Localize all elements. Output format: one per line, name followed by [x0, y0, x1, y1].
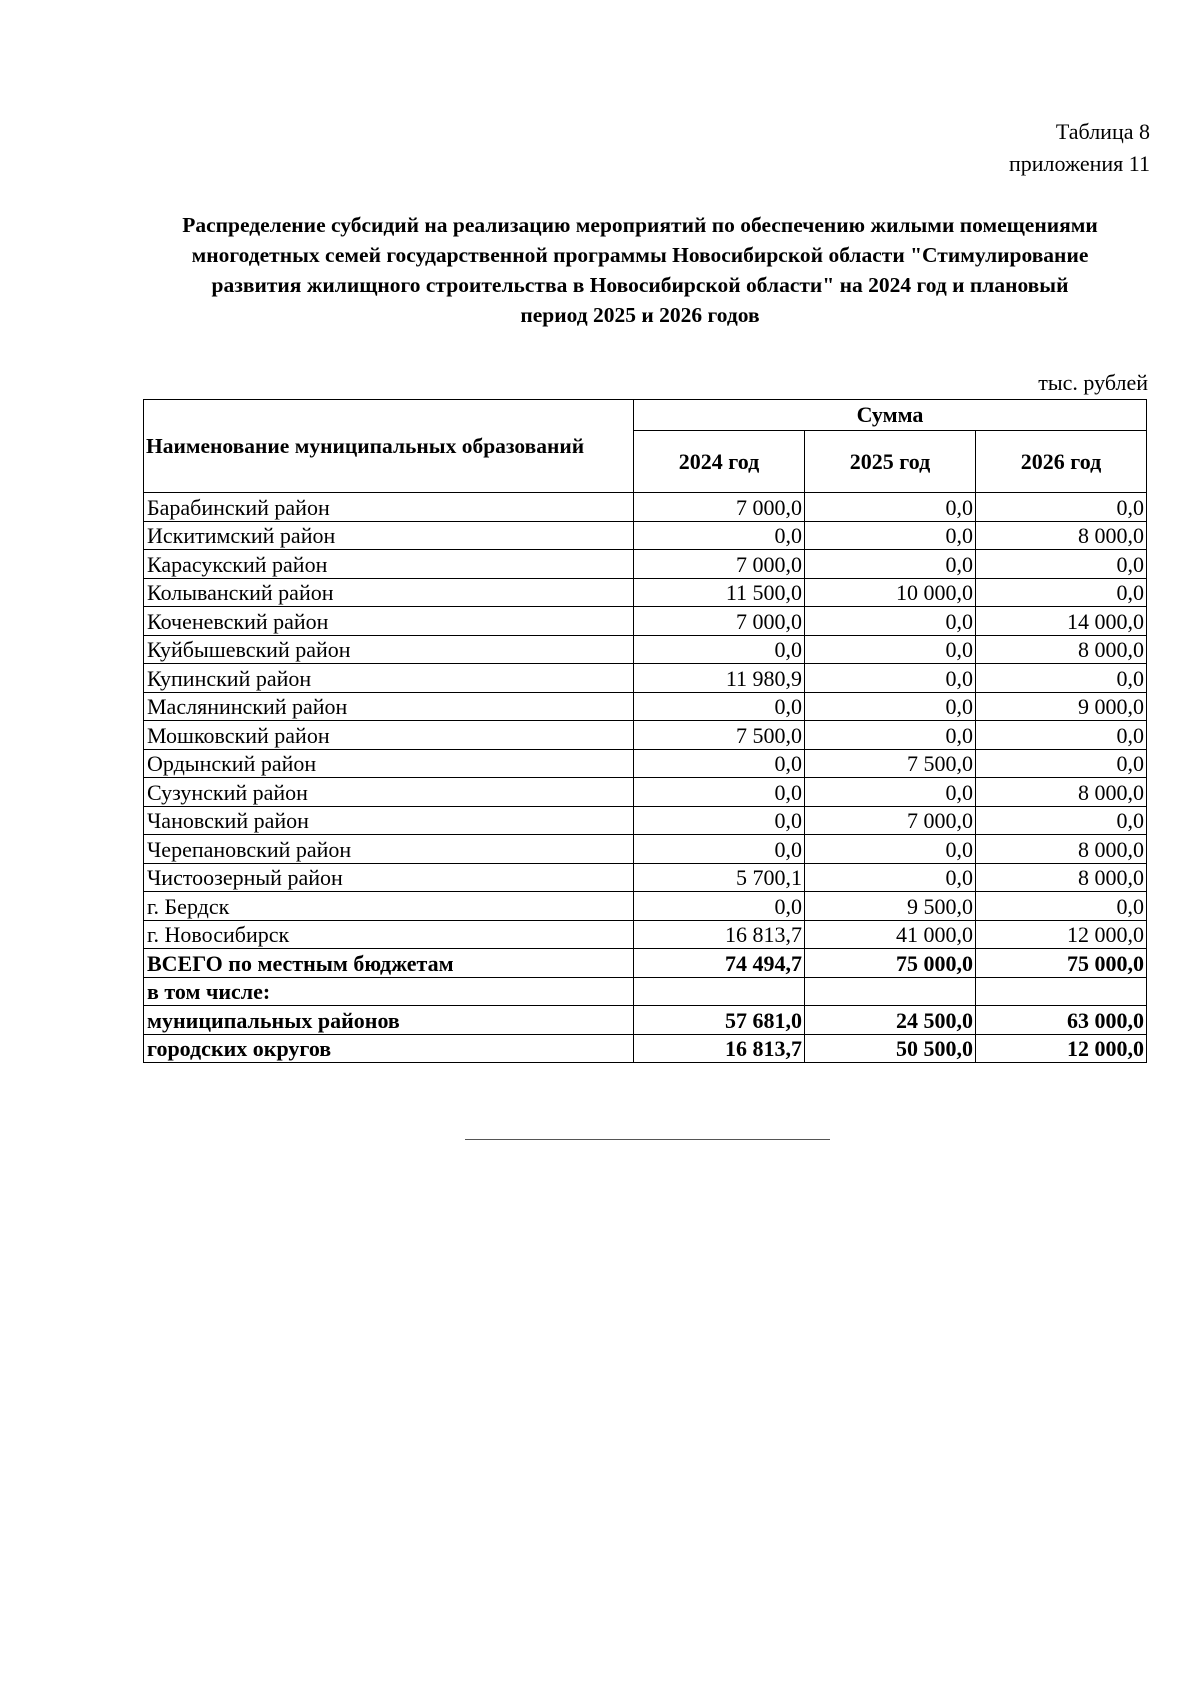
- title-line: Распределение субсидий на реализацию мероприятий по обеспечению жилыми помещениями: [182, 213, 1098, 237]
- row-name-cell: в том числе:: [144, 977, 634, 1006]
- value-cell-2026: 0,0: [976, 664, 1147, 693]
- value-cell-2026: 0,0: [976, 493, 1147, 522]
- value-cell-2026: 0,0: [976, 721, 1147, 750]
- title-line: развития жилищного строительства в Новосибирской области" на 2024 год и плановый: [211, 273, 1069, 297]
- row-name-cell: муниципальных районов: [144, 1006, 634, 1035]
- table-row: [144, 664, 1147, 693]
- table-row: [144, 493, 1147, 522]
- title-line: многодетных семей государственной программы Новосибирской области "Стимулирование: [191, 243, 1089, 267]
- table-row: [144, 521, 1147, 550]
- row-name-cell: ВСЕГО по местным бюджетам: [144, 949, 634, 978]
- table-row: [144, 863, 1147, 892]
- table-body: [144, 493, 1147, 1063]
- value-cell-2025: 0,0: [805, 493, 976, 522]
- value-cell-2024: 0,0: [634, 635, 805, 664]
- row-name-cell: Маслянинский район: [144, 692, 634, 721]
- table-row: [144, 806, 1147, 835]
- value-cell-2026: 0,0: [976, 578, 1147, 607]
- value-cell-2025: 7 500,0: [805, 749, 976, 778]
- row-name-cell: городских округов: [144, 1034, 634, 1063]
- value-cell-2026: 75 000,0: [976, 949, 1147, 978]
- row-name-cell: Барабинский район: [144, 493, 634, 522]
- table-row: [144, 1034, 1147, 1063]
- row-name-cell: Сузунский район: [144, 778, 634, 807]
- value-cell-2025: [805, 977, 976, 1006]
- table-row: [144, 778, 1147, 807]
- title-line: период 2025 и 2026 годов: [520, 303, 760, 327]
- row-name-cell: Чистоозерный район: [144, 863, 634, 892]
- value-cell-2025: 0,0: [805, 550, 976, 579]
- footer-divider: [465, 1139, 830, 1140]
- value-cell-2025: 9 500,0: [805, 892, 976, 921]
- value-cell-2025: 24 500,0: [805, 1006, 976, 1035]
- row-name-cell: г. Бердск: [144, 892, 634, 921]
- appendix-number: приложения 11: [1008, 151, 1150, 176]
- value-cell-2025: 0,0: [805, 863, 976, 892]
- value-cell-2026: 63 000,0: [976, 1006, 1147, 1035]
- value-cell-2026: 0,0: [976, 749, 1147, 778]
- value-cell-2025: 0,0: [805, 692, 976, 721]
- table-row: [144, 1006, 1147, 1035]
- value-cell-2026: 0,0: [976, 550, 1147, 579]
- table-row: [144, 835, 1147, 864]
- value-cell-2024: 16 813,7: [634, 1034, 805, 1063]
- value-cell-2026: 8 000,0: [976, 778, 1147, 807]
- value-cell-2024: 16 813,7: [634, 920, 805, 949]
- value-cell-2024: 74 494,7: [634, 949, 805, 978]
- table-row: [144, 977, 1147, 1006]
- row-name-cell: Колыванский район: [144, 578, 634, 607]
- table-row: [144, 607, 1147, 636]
- value-cell-2026: 0,0: [976, 892, 1147, 921]
- column-header-name: Наименование муниципальных образований: [144, 400, 634, 493]
- value-cell-2024: 0,0: [634, 835, 805, 864]
- value-cell-2025: 0,0: [805, 835, 976, 864]
- row-name-cell: Искитимский район: [144, 521, 634, 550]
- value-cell-2024: 7 000,0: [634, 550, 805, 579]
- row-name-cell: Черепановский район: [144, 835, 634, 864]
- value-cell-2026: 8 000,0: [976, 521, 1147, 550]
- table-row: [144, 578, 1147, 607]
- value-cell-2024: 0,0: [634, 806, 805, 835]
- value-cell-2024: 7 000,0: [634, 607, 805, 636]
- value-cell-2026: 0,0: [976, 806, 1147, 835]
- value-cell-2024: 0,0: [634, 521, 805, 550]
- table-row: [144, 692, 1147, 721]
- row-name-cell: Ордынский район: [144, 749, 634, 778]
- table-row: [144, 749, 1147, 778]
- value-cell-2024: 7 000,0: [634, 493, 805, 522]
- value-cell-2026: 8 000,0: [976, 835, 1147, 864]
- table-row: [144, 949, 1147, 978]
- value-cell-2025: 41 000,0: [805, 920, 976, 949]
- value-cell-2025: 0,0: [805, 664, 976, 693]
- value-cell-2025: 0,0: [805, 721, 976, 750]
- value-cell-2025: 0,0: [805, 521, 976, 550]
- table-row: [144, 721, 1147, 750]
- column-header-2024: 2024 год: [634, 431, 805, 493]
- value-cell-2024: [634, 977, 805, 1006]
- value-cell-2024: 0,0: [634, 692, 805, 721]
- table-row: [144, 635, 1147, 664]
- value-cell-2026: 8 000,0: [976, 863, 1147, 892]
- value-cell-2025: 7 000,0: [805, 806, 976, 835]
- row-name-cell: Карасукский район: [144, 550, 634, 579]
- row-name-cell: Купинский район: [144, 664, 634, 693]
- value-cell-2024: 7 500,0: [634, 721, 805, 750]
- value-cell-2024: 0,0: [634, 892, 805, 921]
- value-cell-2024: 11 500,0: [634, 578, 805, 607]
- document-title: [140, 210, 1140, 330]
- value-cell-2024: 5 700,1: [634, 863, 805, 892]
- value-cell-2024: 0,0: [634, 749, 805, 778]
- value-cell-2026: 14 000,0: [976, 607, 1147, 636]
- value-cell-2026: 12 000,0: [976, 920, 1147, 949]
- value-cell-2025: 0,0: [805, 635, 976, 664]
- value-cell-2024: 0,0: [634, 778, 805, 807]
- value-cell-2025: 0,0: [805, 778, 976, 807]
- row-name-cell: Мошковский район: [144, 721, 634, 750]
- row-name-cell: Чановский район: [144, 806, 634, 835]
- table-number: Таблица 8: [1055, 119, 1150, 144]
- value-cell-2024: 11 980,9: [634, 664, 805, 693]
- table-row: [144, 550, 1147, 579]
- column-header-2025: 2025 год: [805, 431, 976, 493]
- subsidy-table: [143, 399, 1147, 1063]
- table-reference: [1009, 116, 1150, 180]
- column-header-2026: 2026 год: [976, 431, 1147, 493]
- value-cell-2026: [976, 977, 1147, 1006]
- row-name-cell: г. Новосибирск: [144, 920, 634, 949]
- value-cell-2026: 12 000,0: [976, 1034, 1147, 1063]
- row-name-cell: Куйбышевский район: [144, 635, 634, 664]
- value-cell-2026: 8 000,0: [976, 635, 1147, 664]
- row-name-cell: Коченевский район: [144, 607, 634, 636]
- table-row: [144, 920, 1147, 949]
- value-cell-2025: 75 000,0: [805, 949, 976, 978]
- units-label: тыс. рублей: [1038, 370, 1148, 395]
- value-cell-2025: 0,0: [805, 607, 976, 636]
- value-cell-2025: 10 000,0: [805, 578, 976, 607]
- column-header-sum: Сумма: [634, 400, 1147, 431]
- table-row: [144, 892, 1147, 921]
- value-cell-2025: 50 500,0: [805, 1034, 976, 1063]
- value-cell-2026: 9 000,0: [976, 692, 1147, 721]
- value-cell-2024: 57 681,0: [634, 1006, 805, 1035]
